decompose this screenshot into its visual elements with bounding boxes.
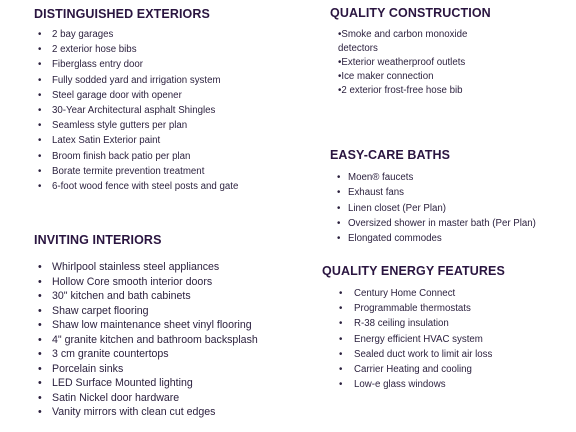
- list-item: • 2 exterior hose bibs: [34, 42, 238, 57]
- section-quality-construction: [330, 6, 491, 98]
- list-item: • Linen closet (Per Plan): [330, 201, 536, 216]
- section-quality-energy-features: [322, 264, 505, 392]
- list-item: • Shaw carpet flooring: [34, 304, 258, 319]
- list-item: • Broom finish back patio per plan: [34, 149, 238, 164]
- list-item: • Energy efficient HVAC system: [330, 332, 505, 347]
- list-item: • 3 cm granite countertops: [34, 347, 258, 362]
- section-inviting-interiors: [34, 233, 258, 420]
- feature-list: [338, 28, 491, 98]
- list-item: •Exterior weatherproof outlets: [338, 57, 466, 68]
- feature-list: [34, 27, 238, 194]
- list-item: • Steel garage door with opener: [34, 88, 238, 103]
- list-item: •Smoke and carbon monoxide: [338, 29, 468, 40]
- list-item: detectors: [338, 43, 378, 54]
- section-distinguished-exteriors: [34, 7, 238, 194]
- list-item: • Seamless style gutters per plan: [34, 118, 238, 133]
- list-item: • 30-Year Architectural asphalt Shingles: [34, 103, 238, 118]
- list-item: • Oversized shower in master bath (Per Plan): [330, 216, 536, 231]
- list-item: • Programmable thermostats: [330, 301, 505, 316]
- section-heading: INVITING INTERIORS: [34, 233, 162, 247]
- section-heading: EASY-CARE BATHS: [330, 148, 451, 162]
- section-heading: DISTINGUISHED EXTERIORS: [34, 7, 210, 21]
- section-heading: QUALITY ENERGY FEATURES: [322, 264, 505, 278]
- section-easy-care-baths: [330, 148, 536, 246]
- list-item: • Sealed duct work to limit air loss: [330, 347, 505, 362]
- list-item: • Porcelain sinks: [34, 362, 258, 377]
- list-item: • Exhaust fans: [330, 185, 536, 200]
- list-item: • 4" granite kitchen and bathroom backsplash: [34, 333, 258, 348]
- list-item: • Whirlpool stainless steel appliances: [34, 260, 258, 275]
- list-item: • Satin Nickel door hardware: [34, 391, 258, 406]
- list-item: • Borate termite prevention treatment: [34, 164, 238, 179]
- list-item: • Shaw low maintenance sheet vinyl flooring: [34, 318, 258, 333]
- list-item: • Vanity mirrors with clean cut edges: [34, 405, 258, 420]
- list-item: • Low-e glass windows: [330, 377, 505, 392]
- list-item: • R-38 ceiling insulation: [330, 316, 505, 331]
- list-item: • Elongated commodes: [330, 231, 536, 246]
- list-item: • 2 bay garages: [34, 27, 238, 42]
- feature-list: [330, 170, 536, 246]
- list-item: • Moen® faucets: [330, 170, 536, 185]
- list-item: • Hollow Core smooth interior doors: [34, 275, 258, 290]
- list-item: •Ice maker connection: [338, 71, 434, 82]
- list-item: • Carrier Heating and cooling: [330, 362, 505, 377]
- list-item: • 30" kitchen and bath cabinets: [34, 289, 258, 304]
- list-item: • Century Home Connect: [330, 286, 505, 301]
- list-item: • Latex Satin Exterior paint: [34, 133, 238, 148]
- list-item: • 6-foot wood fence with steel posts and gate: [34, 179, 238, 194]
- list-item: • Fiberglass entry door: [34, 57, 238, 72]
- list-item: • LED Surface Mounted lighting: [34, 376, 258, 391]
- feature-list: [330, 286, 505, 392]
- list-item: • Fully sodded yard and irrigation system: [34, 73, 238, 88]
- list-item: •2 exterior frost-free hose bib: [338, 85, 463, 96]
- feature-list: [34, 260, 258, 420]
- section-heading: QUALITY CONSTRUCTION: [330, 6, 491, 20]
